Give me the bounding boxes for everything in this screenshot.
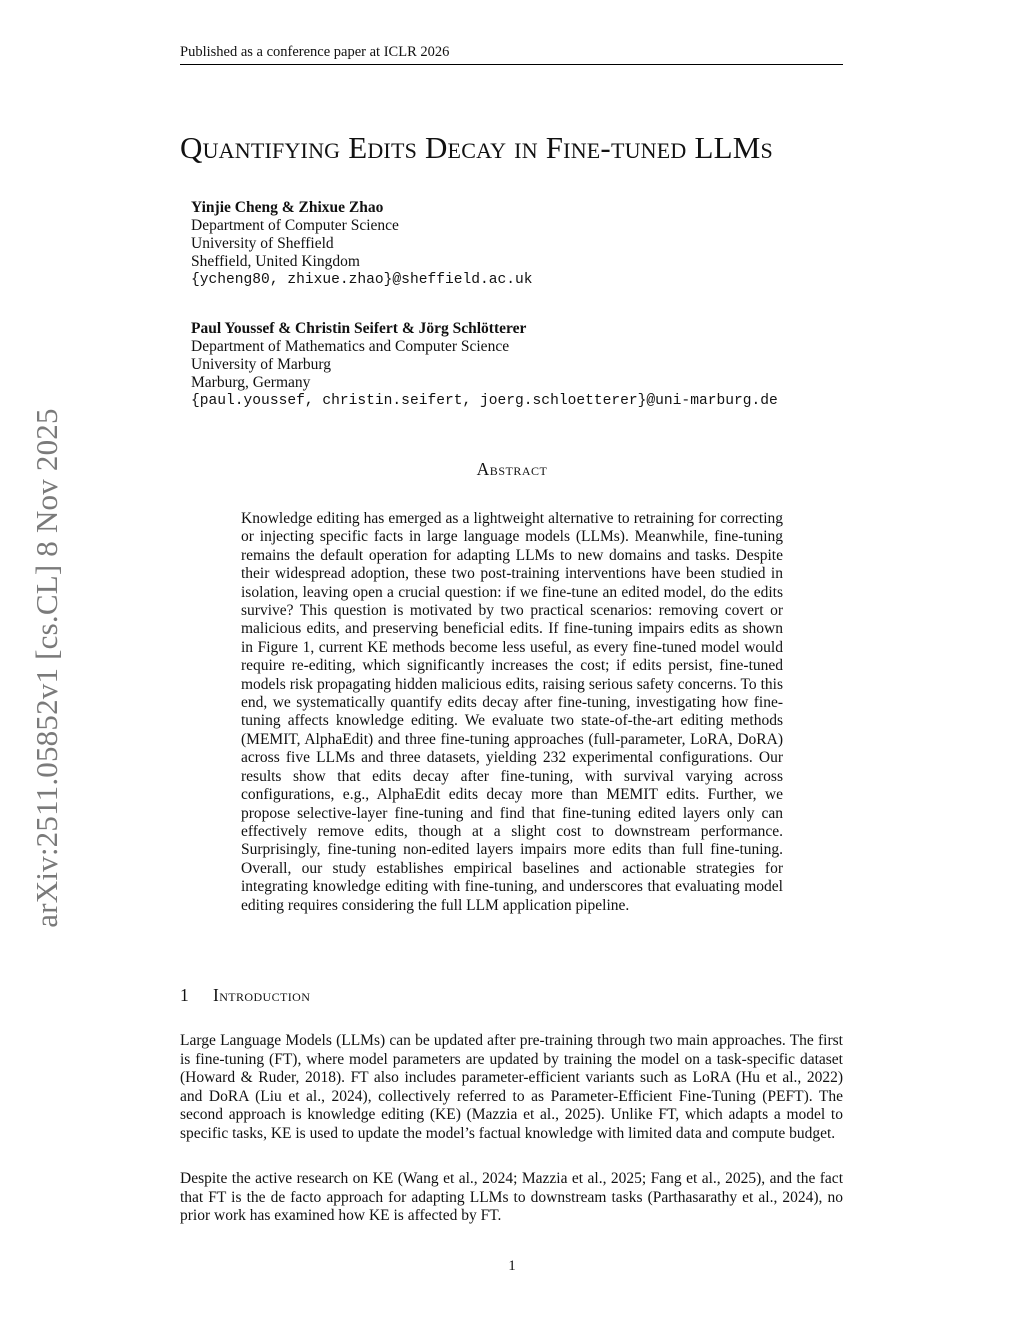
intro-paragraph: Large Language Models (LLMs) can be updated after pre-training through two main approaches. The first is fine-tuning (FT), where model parameters are updated by training the model on a task-specific dataset (Howard & Ruder, 2018). FT also includes parameter-efficient variants such as LoRA (Hu et al., 2022) and DoRA (Liu et al., 2024), collectively referred to as Parameter-Efficient Fine-Tuning (PEFT). The second approach is knowledge editing (KE) (Mazzia et al., 2025). Unlike FT, which adapts a model to specific tasks, KE is used to update the model’s factual knowledge with limited data and compute budget. — [180, 1032, 843, 1142]
intro-paragraph: Despite the active research on KE (Wang et al., 2024; Mazzia et al., 2025; Fang et al., 2025), and the fact that FT is the de facto approach for adapting LLMs to downstream tasks (Parthasarathy et al., 2024), no prior work has examined how KE is affected by FT. — [180, 1170, 843, 1224]
author-department: Department of Mathematics and Computer Science — [191, 338, 510, 355]
author-department: Department of Computer Science — [191, 217, 399, 234]
section-title: Introduction — [213, 985, 311, 1005]
author-emails: {ycheng80, zhixue.zhao}@sheffield.ac.uk — [191, 272, 533, 288]
author-emails: {paul.youssef, christin.seifert, joerg.schloetterer}@uni-marburg.de — [191, 393, 778, 409]
page-number: 1 — [508, 1258, 516, 1274]
author-names: Yinjie Cheng & Zhixue Zhao — [191, 199, 384, 216]
author-group-sheffield — [191, 199, 891, 289]
author-university: University of Sheffield — [191, 235, 334, 252]
abstract-body: Knowledge editing has emerged as a lightweight alternative to retraining for correcting or injecting specific facts in large language models (LLMs). Meanwhile, fine-tuning remains the default operation for adapting LLMs to new domains and tasks. Despite their widespread adoption, these two post-training interventions have been studied in isolation, leaving open a crucial question: if we fine-tune an edited model, do the edits survive? This question is motivated by two practical scenarios: removing covert or malicious edits, and preserving beneficial edits. If fine-tuning impairs edits as shown in Figure 1, current KE methods become less useful, as every fine-tuned model would require re-editing, which significantly increases the cost; if edits persist, fine-tuned models risk propagating hidden malicious edits, raising serious safety concerns. To this end, we systematically quantify edits decay after fine-tuning, investigating how fine-tuning affects knowledge editing. We evaluate two state-of-the-art editing methods (MEMIT, AlphaEdit) and three fine-tuning approaches (full-parameter, LoRA, DoRA) across five LLMs and three datasets, yielding 232 experimental configurations. Our results show that edits decay after fine-tuning, with survival varying across configurations, e.g., AlphaEdit edits decay more than MEMIT edits. Further, we propose selective-layer fine-tuning and find that fine-tuning edited layers only can effectively remove edits, though at a slight cost to downstream performance. Surprisingly, fine-tuning non-edited layers impairs more edits than full fine-tuning. Overall, our study establishes empirical baselines and actionable strategies for integrating knowledge editing with fine-tuning, and underscores that evaluating model editing requires considering the full LLM application pipeline. — [241, 510, 783, 914]
author-location: Marburg, Germany — [191, 374, 311, 391]
section-heading-introduction — [180, 985, 580, 1006]
running-header: Published as a conference paper at ICLR 2026 — [180, 44, 843, 65]
paper-title: Quantifying Edits Decay in Fine-tuned LLMs — [180, 130, 773, 165]
author-names: Paul Youssef & Christin Seifert & Jörg Schlötterer — [191, 320, 527, 337]
arxiv-identifier-stamp: arXiv:2511.05852v1 [cs.CL] 8 Nov 2025 — [29, 408, 64, 928]
author-group-marburg — [191, 320, 891, 410]
abstract-heading: Abstract — [476, 459, 548, 479]
author-location: Sheffield, United Kingdom — [191, 253, 360, 270]
section-number: 1 — [180, 985, 190, 1005]
author-university: University of Marburg — [191, 356, 332, 373]
